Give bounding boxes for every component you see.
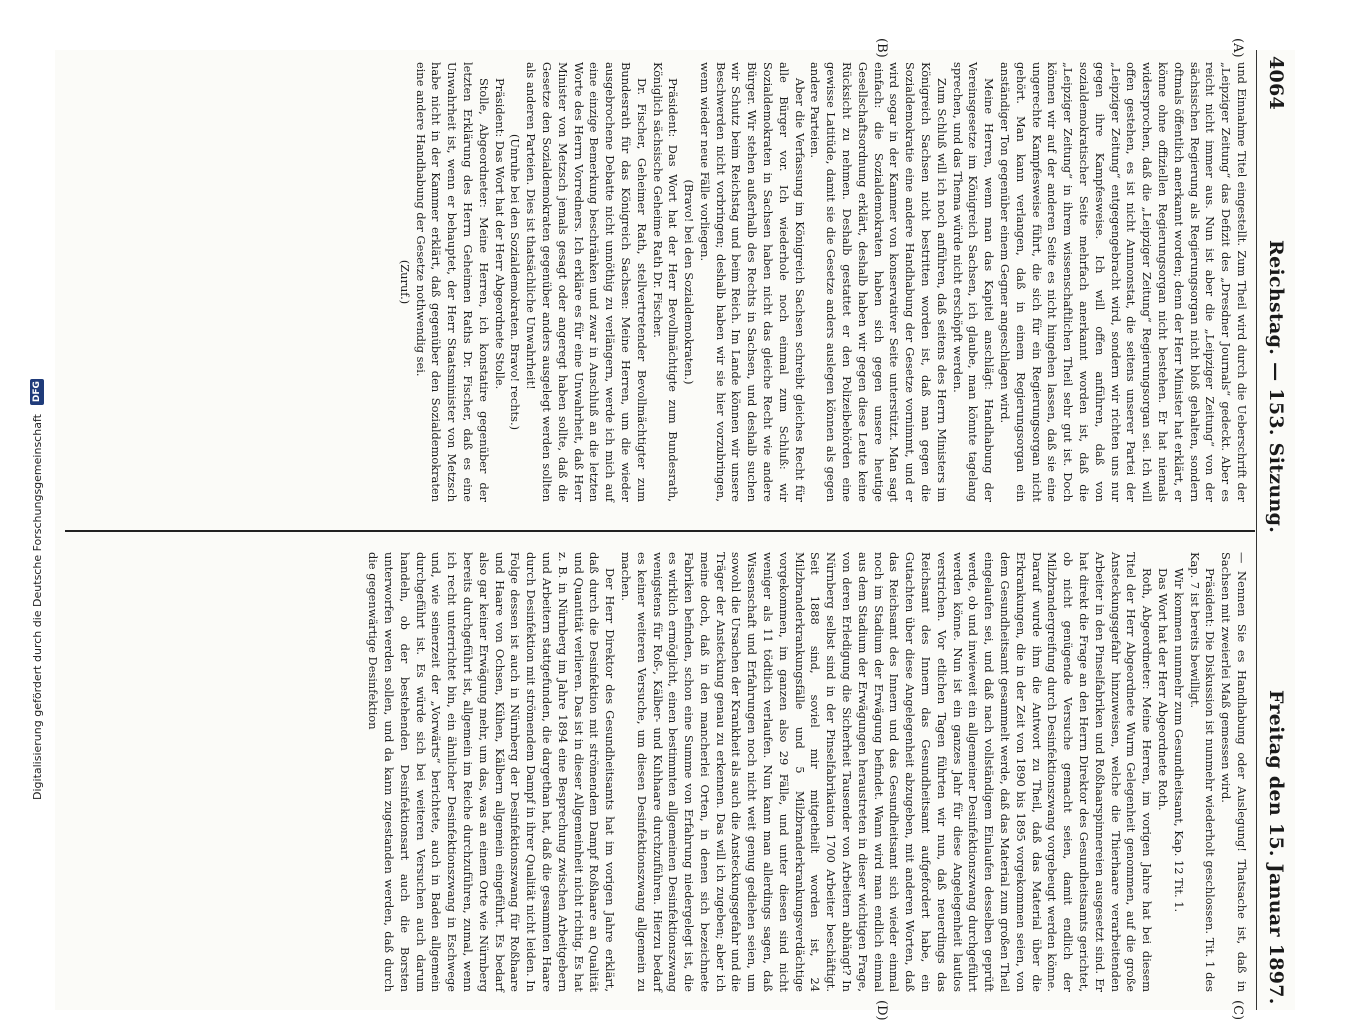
paragraph: Der Herr Direktor des Gesundheitsamts hat im vorigen Jahre erklärt, daß durch die Desinfektion mit strömendem Dampf Roßhaare an Qualität und Quantität verlieren. Das ist in dieser Allgemeinheit nicht richtig. Es hat z. B. in Nürnberg im Jahre 1894 eine Besprechung zwischen Arbeitgebern und Arbeitern stattgefunden, die dargethan hat, daß die gesammten Haare durch Desinfektion mit strömendem Dampf in ihrer Qualität nicht leiden. In Folge dessen ist auch in Nürnberg der Desinfektionszwang für Roßhaare und Haare von Ochsen, Kühen, Kälbern allgemein eingeführt. Es bedarf also gar keiner Erwägung mehr, um das, was an einem Orte wie Nürnberg bereits durchgeführt ist, allgemein im Reiche durchzuführen, zumal, wenn ich recht unterrichtet bin, ein ähnlicher Desinfektionszwang in Eschwege und, wie seinerzeit der „Vorwärts“ berichtete, auch in Baden allgemein durchgeführt ist. Es würde sich bei weiteren Versuchen auch darum handeln, ob der bestehenden Desinfektionsart auch die Borsten unterworfen werden sollen, und da kann zugestanden werden, daß durch die gegenwärtige Desinfektion bbox=[366, 552, 618, 992]
speaker-paragraph: Präsident: Das Wort hat der Herr Bevollmächtigte zum Bundesrath, Königlich sächsische Geheime Rath Dr. Fischer. bbox=[650, 62, 681, 502]
speaker-paragraph: Präsident: Die Diskussion ist nunmehr wiederholt geschlossen. Tit. 1 des Kap. 7 ist bereits bewilligt. bbox=[1187, 552, 1218, 992]
speaker-paragraph: Roth, Abgeordneter: Meine Herren, im vorigen Jahre hat bei diesem Titel der Herr Abgeordnete Wurm Gelegenheit genommen, auf die große Ansteckungsgefahr hinzuweisen, welche die Thierhaare verarbeitenden Arbeiter in den Pinselfabriken und Roßhaarspinnereien ausgesetzt sind. Er hat direkt die Frage an den Herrn Direktor des Gesundheitsamts gerichtet, ob nicht genügende Versuche gemacht seien, damit endlich der Milzbrandergreifung durch Desinfektionszwang vorgebeugt werden könne. Darauf wurde ihm die Antwort zu Theil, daß das Material über die Erkrankungen, die in der Zeit von 1890 bis 1895 vorgekommen seien, von dem Gesundheitsamt gesammelt werde, daß das Material zum großen Theil eingelaufen sei, und daß nach vollständigem Einlaufen desselben geprüft werde, ob und inwieweit ein allgemeiner Desinfektionszwang durchgeführt werden könne. Nun ist ein ganzes Jahr für diese Angelegenheit lautlos verstrichen. Vor etlichen Tagen führten wir nun, daß neuerdings das Reichsamt des Innern das Gesundheitsamt aufgefordert habe, ein Gutachten über diese Angelegenheit abzugeben, mit anderen Worten, daß das Reichsamt des Innern und das Gesundheitsamt sich wieder einmal noch im Stadium der Erwägung befindet. Wann wird man endlich einmal aus dem Stadium der Erwägungen heraustreten in dieser wichtigen Frage, von deren Erledigung die Sicherheit Tausender von Arbeitern abhängt? In Nürnberg selbst sind in der Pinselfabrikation 1700 Arbeiter beschäftigt. Seit 1888 sind, soviel mir mitgetheilt worden ist, 24 Milzbranderkrankungsfälle und 5 Milzbranderkrankungsverdächtige vorgekommen, im ganzen also 29 Fälle, und unter diesen sind nicht weniger als 11 tödtlich verlaufen. Nun kann man allerdings sagen, daß Wissenschaft und Erfahrungen noch nicht weit genug gediehen seien, um sowohl die Ursachen der Krankheit als auch die Ansteckungsgefahr und die Träger der Ansteckung genau zu erkennen. Das will ich zugeben; aber ich meine doch, daß in den mancherlei Orten, in denen sich bezeichnete Fabriken befinden, schon eine Summe von Erfahrung niedergelegt ist, die es wirklich ermöglicht, einen bestimmten allgemeinen Desinfektionszwang wenigstens für Roß-, Kälber- und Kuhhaare durchzuführen. Hierzu bedarf es keiner weiteren Versuche, um diesen Desinfektionszwang allgemein zu machen. bbox=[618, 552, 1155, 992]
speaker-paragraph: Stolle, Abgeordneter: Meine Herren, ich konstatire gegenüber der letzten Erklärung des Herrn Geheimen Raths Dr. Fischer, daß es eine Unwahrheit ist, wenn er behauptet, der Herr Staatsminister von Metzsch habe nicht in der Kammer erklärt, daß gegenüber den Sozialdemokraten eine andere Handhabung der Gesetze nothwendig sei. bbox=[413, 62, 491, 502]
dfg-logo: DFG bbox=[30, 379, 44, 405]
header-rule bbox=[1256, 50, 1257, 1010]
session-title: Reichstag. — 153. Sitzung. bbox=[1265, 240, 1287, 534]
column-divider bbox=[65, 530, 1255, 532]
paragraph: und Einnahme Titel eingestellt. Zum Theil wird durch die Ueberschrift der „Leipziger Zeitung“ das Defizit des „Dresdner Journals“ gedeckt. Aber es reicht nicht immer aus. Nun ist aber die „Leipziger Zeitung“ von der sächsischen Regierung als Regierungsorgan nicht bloß gehalten, sondern oftmals öffentlich anerkannt worden; denn der Herr Minister hat erklärt, er könne ohne offiziellen Regierungsorgan nicht bestehen. Er hat niemals widersprochen, daß die „Leipziger Zeitung“ Regierungsorgan sei. Ich will offen gestehen, es ist nicht Annnonstat, die seitens unserer Partei der „Leipziger Zeitung“ entgegengebracht wird, sondern wir richten uns nur gegen ihre Kampfesweise. Ich will offen anführen, daß von sozialdemokratischer Seite mehrfach anerkannt worden ist, daß die „Leipziger Zeitung“ in ihrem wissenschaftlichen Theil sehr gut ist. Doch können wir auf der anderen Seite es nicht hingehen lassen, daß sie eine ungerechte Kampfesweise führt, die sich für ein Regierungsorgan nicht gehört. Man kann verlangen, daß in einem Regierungsorgan ein anständiger Ton gegenüber einem Gegner angeschlagen wird. bbox=[998, 62, 1249, 502]
right-column bbox=[364, 552, 1249, 992]
paragraph: Wir kommen nunmehr zum Gesundheitsamt, Kap. 12 Tit. 1. bbox=[1171, 568, 1186, 913]
digitization-credit bbox=[30, 0, 56, 800]
interjection: (Bravo! bei den Sozialdemokraten.) bbox=[682, 179, 697, 385]
page-header bbox=[1255, 50, 1295, 1010]
margin-mark-c: (C) bbox=[1230, 1000, 1245, 1021]
margin-mark-d: (D) bbox=[874, 1000, 889, 1021]
margin-mark-b: (B) bbox=[874, 38, 889, 58]
speaker-paragraph: Präsident: Das Wort hat der Herr Abgeordnete Stolle. bbox=[492, 78, 507, 390]
paragraph: Zum Schluß will ich noch anführen, daß seitens des Herrn Ministers im Königreich Sachsen nicht bestritten worden ist, daß man gegen die Sozialdemokratie eine andere Handhabung der Gesetze vornimmt, und er wird sogar in der Kammer von konservativer Seite unterstützt. Man sagt einfach: die Sozialdemokraten haben sich gegen unsere heutige Gesellschaftsordnung erklärt, deshalb haben wir gegen diese Leute keine Rücksicht zu nehmen. Deshalb gestattet er den Polizeibehörden eine gewisse Latitüde, damit sie die Gesetze anders auslegen können als gegen andere Parteien. bbox=[808, 62, 949, 502]
paragraph: — Nennen Sie es Handhabung oder Auslegung! Thatsache ist, daß in Sachsen mit zweierlei Maß gemessen wird. bbox=[1219, 552, 1249, 992]
left-column bbox=[396, 62, 1249, 502]
paragraph: Aber die Verfassung im Königreich Sachsen schreibt gleiches Recht für alle Bürger vor. Ich wiederhole noch einmal zum Schluß: wir Sozialdemokraten in Sachsen haben nicht das gleiche Recht wie andere Bürger. Wir stehen außerhalb des Rechts in Sachsen, und deshalb suchen wir Schutz beim Reichstag und beim Reich. Im Lande können wir unsere Beschwerden nicht vorbringen; deshalb haben wir sie hier vorzubringen, wenn wieder neue Fälle vorliegen. bbox=[697, 62, 807, 502]
interjection: (Unruhe bei den Sozialdemokraten. Bravo! rechts.) bbox=[508, 133, 523, 431]
page-number: 4064 bbox=[1265, 56, 1287, 111]
margin-mark-a: (A) bbox=[1230, 38, 1245, 58]
paragraph: Meine Herren, wenn man das Kapitel anschlägt: Handhabung der Vereinsgesetze im Königreich Sachsen, ich glaube, man könnte tagelang sprechen, und das Thema würde nicht erschöpft werden. bbox=[950, 62, 997, 502]
interjection: (Zuruf.) bbox=[397, 259, 412, 305]
credit-text: Digitalisierung gefördert durch die Deutsche Forschungsgemeinschaft bbox=[30, 414, 44, 800]
session-date: Freitag den 15. Januar 1897. bbox=[1265, 690, 1287, 1005]
paragraph: Das Wort hat der Herr Abgeordnete Roth. bbox=[1156, 568, 1171, 811]
speaker-paragraph: Dr. Fischer, Geheimer Rath, stellvertretender Bevollmächtigter zum Bundesrath für das Königreich Sachsen: Meine Herren, um die wieder ausgebrochene Debatte nicht unnöthig zu verlängern, werde ich mich auf eine einzige Bemerkung beschränken und zwar in Anschluß an die letzten Worte des Herrn Vorredners. Ich erkläre es für eine Unwahrheit, daß Herr Minister von Metzsch jemals gesagt oder angeregt haben sollte, daß die Gesetze den Sozialdemokraten gegenüber anders ausgelegt werden sollten als anderen Parteien. Dies ist thatsächliche Unwahrheit! bbox=[524, 62, 649, 502]
scanned-page bbox=[55, 38, 1295, 1021]
